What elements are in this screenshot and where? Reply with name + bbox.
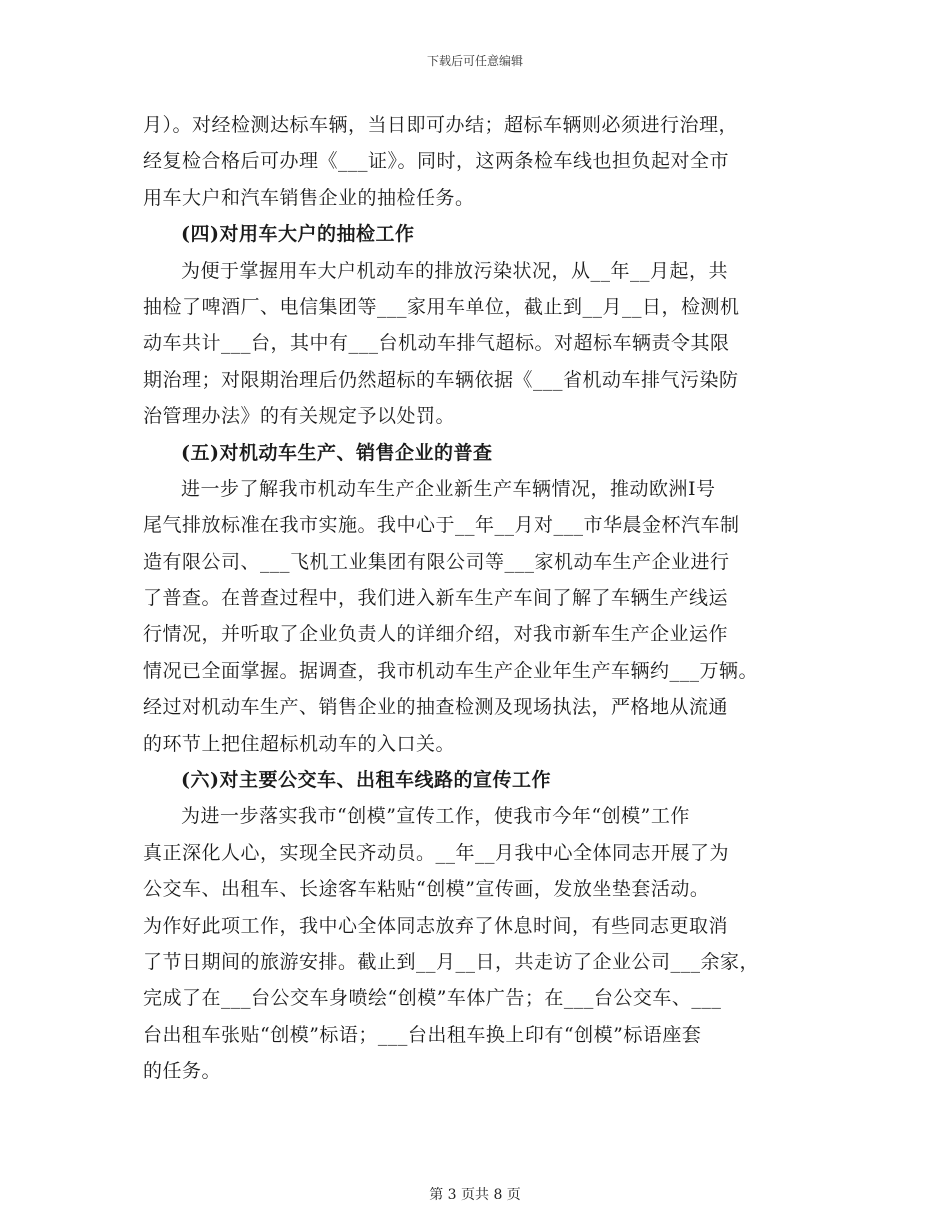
body-line: 台出租车张贴“创模”标语；___台出租车换上印有“创模”标语座套: [143, 1023, 702, 1046]
paragraph-start: 进一步了解我市机动车生产企业新生产车辆情况，推动欧洲Ⅰ号: [181, 477, 716, 500]
body-line: 月）。对经检测达标车辆，当日即可办结；超标车辆则必须进行治理，: [143, 114, 739, 136]
body-line: 的环节上把住超标机动车的入口关。: [143, 732, 456, 755]
body-line: 尾气排放标准在我市实施。我中心于__年__月对___市华晨金杯汽车制: [143, 514, 740, 537]
body-line: 造有限公司、___飞机工业集团有限公司等___家机动车生产企业进行: [143, 550, 730, 573]
body-line: 经过对机动车生产、销售企业的抽查检测及现场执法，严格地从流通: [143, 696, 729, 719]
body-line: 期治理；对限期治理后仍然超标的车辆依据《___省机动车排气污染防: [143, 368, 739, 391]
body-line: 的任务。: [143, 1060, 222, 1083]
body-line: 抽检了啤酒厂、电信集团等___家用车单位，截止到__月__日，检测机: [143, 295, 740, 318]
body-line: 完成了在___台公交车身喷绘“创模”车体广告；在___台公交车、___: [143, 987, 722, 1010]
body-line: 公交车、出租车、长途客车粘贴“创模”宣传画，发放坐垫套活动。: [143, 878, 710, 901]
body-line: 为作好此项工作，我中心全体同志放弃了休息时间，有些同志更取消: [143, 914, 729, 937]
section-heading-4: (四)对用车大户的抽检工作: [181, 223, 415, 246]
body-line: 用车大户和汽车销售企业的抽检任务。: [143, 186, 475, 209]
section-heading-5: (五)对机动车生产、销售企业的普查: [181, 441, 493, 464]
body-line: 了普查。在普查过程中，我们进入新车生产车间了解了车辆生产线运: [143, 587, 729, 610]
body-line: 情况已全面掌握。据调查，我市机动车生产企业年生产车辆约___万辆。: [143, 659, 759, 682]
body-line: 治管理办法》的有关规定予以处罚。: [143, 405, 456, 428]
body-line: 行情况，并听取了企业负责人的详细介绍，对我市新车生产企业运作: [143, 623, 729, 646]
page-number: 第 3 页共 8 页: [429, 1187, 521, 1203]
paragraph-start: 为便于掌握用车大户机动车的排放污染状况，从__年__月起，共: [181, 259, 729, 282]
body-line: 经复检合格后可办理《___证》。同时，这两条检车线也担负起对全市: [143, 150, 730, 173]
paragraph-start: 为进一步落实我市“创模”宣传工作，使我市今年“创模”工作: [181, 805, 690, 828]
section-heading-6: (六)对主要公交车、出租车线路的宣传工作: [181, 769, 551, 792]
document-body: [143, 107, 823, 1090]
body-line: 动车共计___台，其中有___台机动车排气超标。对超标车辆责令其限: [143, 332, 730, 355]
body-line: 了节日期间的旅游安排。截止到__月__日，共走访了企业公司___余家，: [143, 950, 760, 973]
page-header: 下载后可任意编辑: [426, 54, 523, 68]
body-line: 真正深化人心，实现全民齐动员。__年__月我中心全体同志开展了为: [143, 841, 730, 864]
